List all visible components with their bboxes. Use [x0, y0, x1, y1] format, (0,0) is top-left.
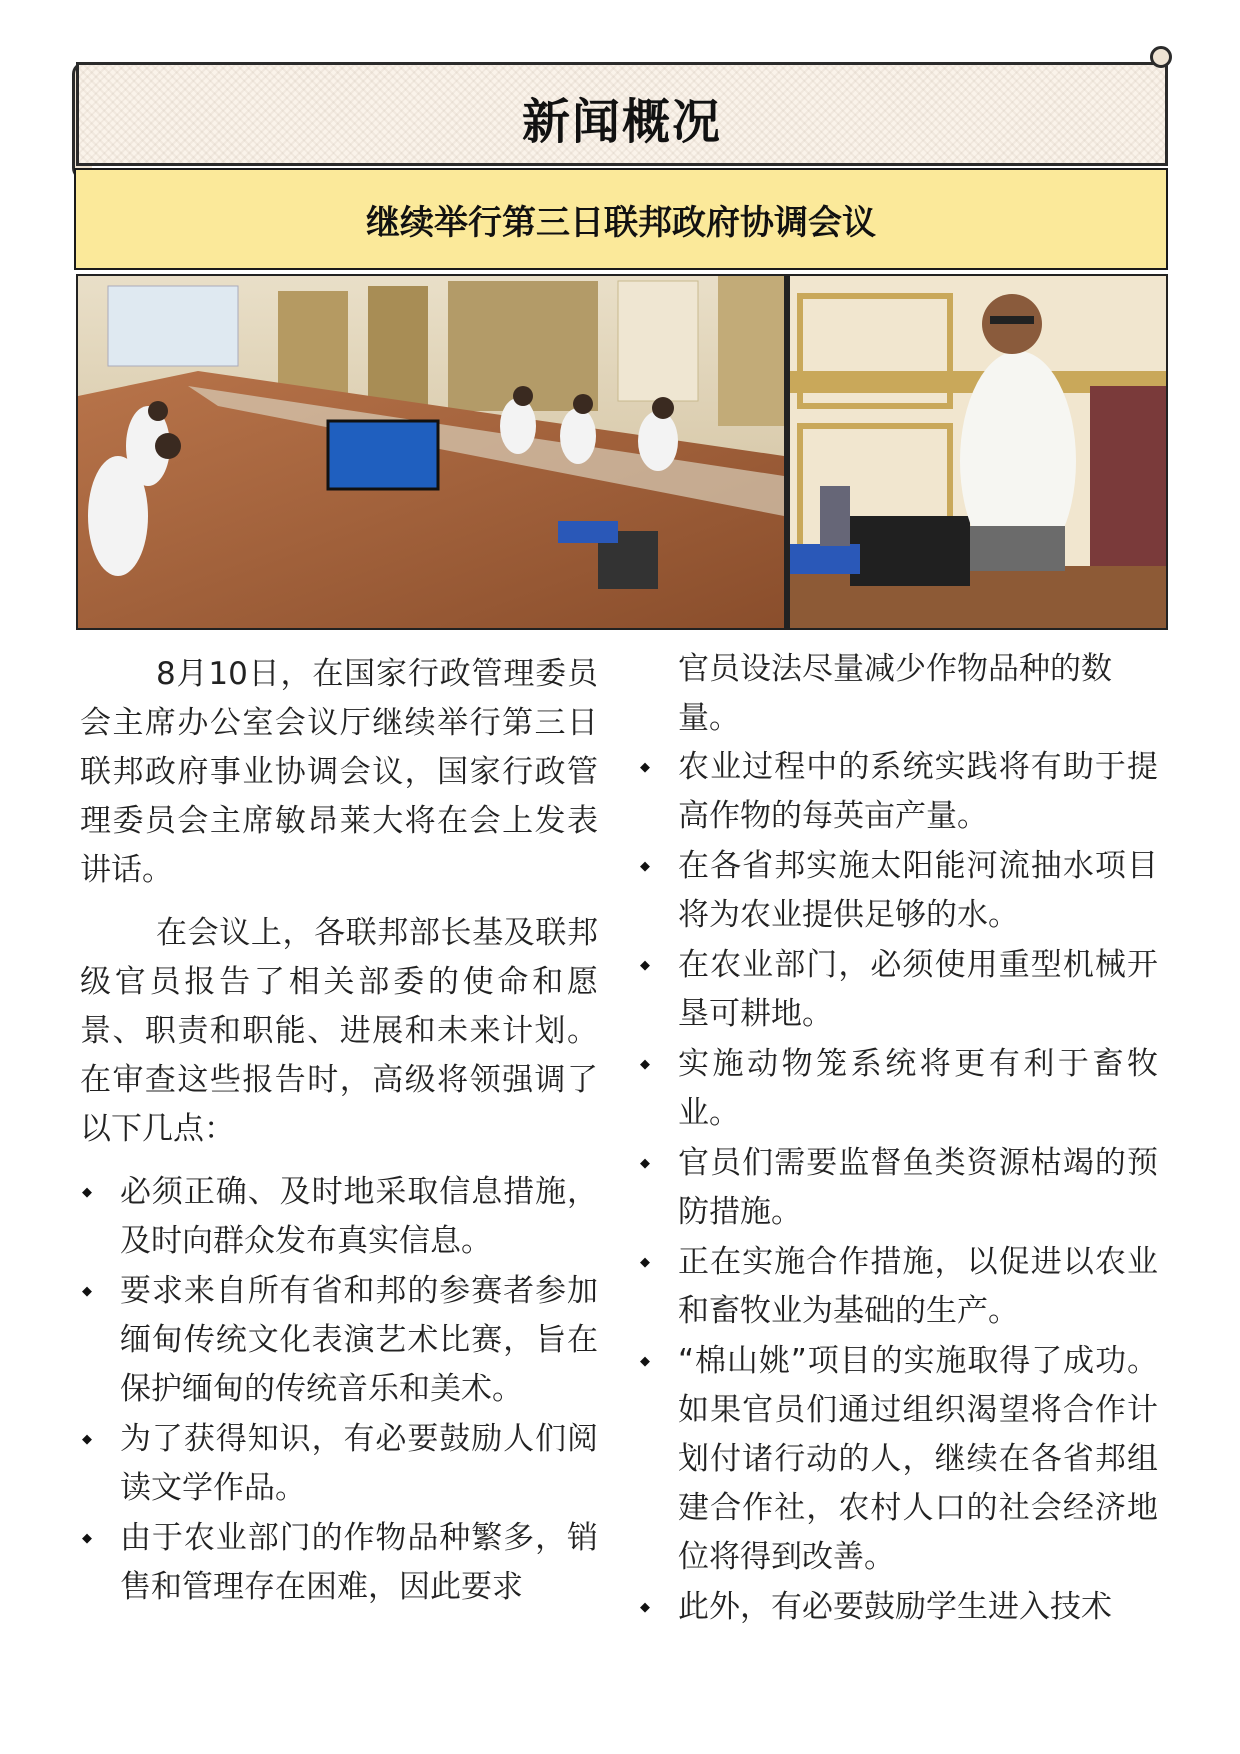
list-item: ◆ 要求来自所有省和邦的参赛者参加缅甸传统文化表演艺术比赛，旨在保护缅甸的传统音乐和美术。 — [80, 1267, 598, 1414]
right-bullet-list — [638, 743, 1158, 1632]
left-bullet-list — [80, 1168, 598, 1612]
list-item: ◆ 在各省邦实施太阳能河流抽水项目将为农业提供足够的水。 — [638, 842, 1158, 940]
list-item: ◆ “棉山姚”项目的实施取得了成功。如果官员们通过组织渴望将合作计划付诸行动的人，继续在各省邦组建合作社，农村人口的社会经济地位将得到改善。 — [638, 1337, 1158, 1582]
title-banner — [76, 62, 1168, 166]
intro-paragraph: 8月10日，在国家行政管理委员会主席办公室会议厅继续举行第三日联邦政府事业协调会议，国家行政管理委员会主席敏昂莱大将在会上发表讲话。 — [80, 656, 598, 888]
page-title: 新闻概况 — [521, 94, 722, 150]
list-item: ◆ 在农业部门，必须使用重型机械开垦可耕地。 — [638, 941, 1158, 1039]
list-item: ◆ 此外，有必要鼓励学生进入技术 — [638, 1583, 1158, 1632]
summary-paragraph: 在会议上，各联邦部长基及联邦级官员报告了相关部委的使命和愿景、职责和职能、进展和未来计划。在审查这些报告时，高级将领强调了以下几点： — [80, 915, 598, 1147]
right-column — [638, 645, 1158, 1633]
list-item: ◆ 实施动物笼系统将更有利于畜牧业。 — [638, 1040, 1158, 1138]
meeting-room-photo — [78, 276, 784, 628]
list-item: ◆ 必须正确、及时地采取信息措施，及时向群众发布真实信息。 — [80, 1168, 598, 1266]
left-column — [80, 650, 598, 1613]
list-item: ◆ 农业过程中的系统实践将有助于提高作物的每英亩产量。 — [638, 743, 1158, 841]
list-item: ◆ 由于农业部门的作物品种繁多，销售和管理存在困难，因此要求 — [80, 1514, 598, 1612]
list-item: ◆ 为了获得知识，有必要鼓励人们阅读文学作品。 — [80, 1415, 598, 1513]
continued-text: 官员设法尽量减少作物品种的数量。 — [678, 651, 1112, 736]
speaker-standing-photo — [790, 276, 1166, 628]
photo-strip — [76, 274, 1168, 630]
list-item: ◆ 正在实施合作措施，以促进以农业和畜牧业为基础的生产。 — [638, 1238, 1158, 1336]
headline-bar — [74, 168, 1168, 270]
scroll-curl-right — [1150, 46, 1172, 68]
list-item: ◆ 官员们需要监督鱼类资源枯竭的预防措施。 — [638, 1139, 1158, 1237]
headline-text: 继续举行第三日联邦政府协调会议 — [366, 202, 876, 243]
